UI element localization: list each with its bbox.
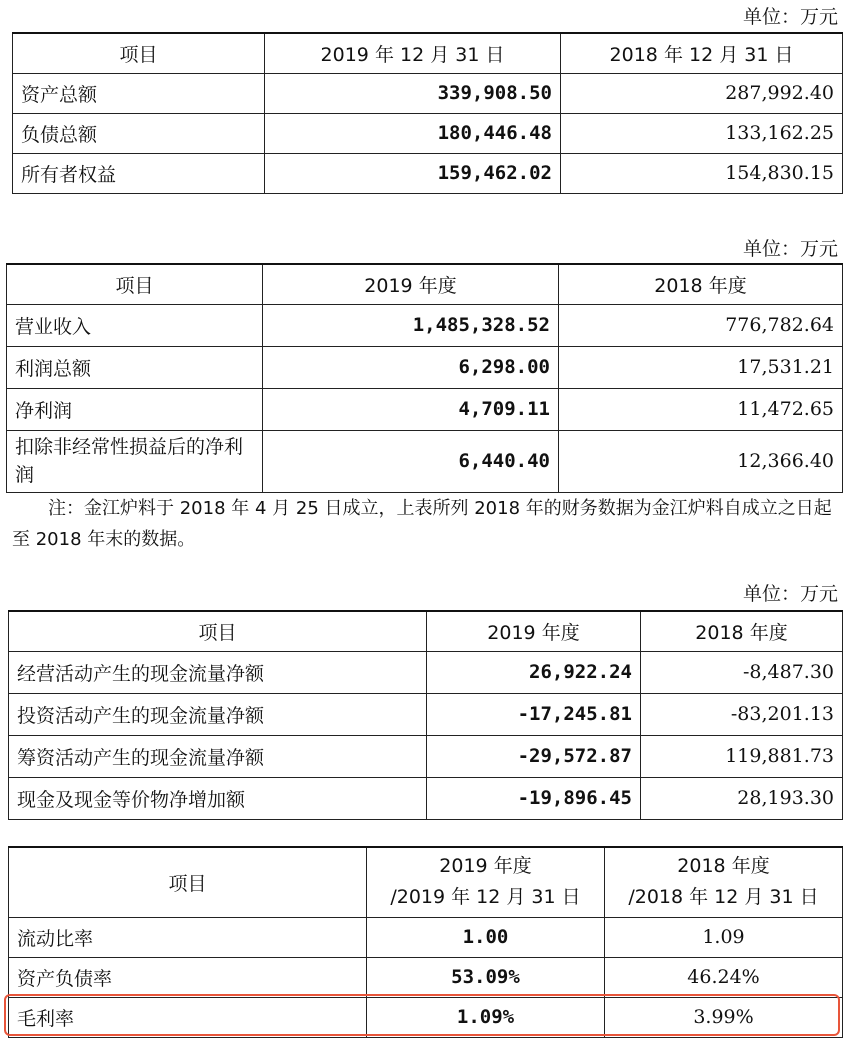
value-2018: 12,366.40 (559, 430, 843, 492)
header-2019: 2019 年 12 月 31 日 (265, 33, 561, 73)
value-2018: 776,782.64 (559, 304, 843, 346)
table-row (9, 693, 843, 735)
value-2019: 4,709.11 (263, 388, 559, 430)
row-label: 扣除非经常性损益后的净利润 (7, 430, 263, 492)
unit-label-2: 单位：万元 (742, 238, 838, 260)
header-item: 项目 (7, 264, 263, 304)
row-label: 经营活动产生的现金流量净额 (9, 651, 427, 693)
row-label: 营业收入 (7, 304, 263, 346)
value-2018: 17,531.21 (559, 346, 843, 388)
unit-label-1: 单位：万元 (742, 6, 838, 28)
header-item: 项目 (13, 33, 265, 73)
value-2019: 339,908.50 (265, 73, 561, 113)
value-2019: 6,298.00 (263, 346, 559, 388)
value-2018: 46.24% (605, 957, 843, 997)
row-label: 利润总额 (7, 346, 263, 388)
table-row (9, 957, 843, 997)
value-2018: 1.09 (605, 917, 843, 957)
row-label: 现金及现金等价物净增加额 (9, 777, 427, 819)
value-2019: -29,572.87 (427, 735, 641, 777)
row-label: 资产负债率 (9, 957, 367, 997)
header-2019: 2019 年度 (427, 611, 641, 651)
row-label: 投资活动产生的现金流量净额 (9, 693, 427, 735)
header-2018-line1: 2018 年度 (677, 855, 770, 878)
income-statement-table (6, 263, 843, 493)
table-row (13, 153, 843, 193)
value-2019: 26,922.24 (427, 651, 641, 693)
row-label: 毛利率 (9, 997, 367, 1037)
table-row (13, 113, 843, 153)
balance-sheet-table (12, 32, 843, 194)
row-label: 净利润 (7, 388, 263, 430)
value-2018: 119,881.73 (641, 735, 843, 777)
value-2019: 1.09% (367, 997, 605, 1037)
header-item: 项目 (9, 611, 427, 651)
value-2019: 180,446.48 (265, 113, 561, 153)
header-2018-line2: /2018 年 12 月 31 日 (628, 886, 819, 909)
table-row (9, 735, 843, 777)
table-row (9, 777, 843, 819)
value-2019: 53.09% (367, 957, 605, 997)
value-2018: 3.99% (605, 997, 843, 1037)
highlight-box (4, 994, 840, 1036)
value-2018: 287,992.40 (561, 73, 843, 113)
header-2019 (367, 847, 605, 917)
value-2018: 133,162.25 (561, 113, 843, 153)
table-header-row (9, 847, 843, 917)
value-2019: 1.00 (367, 917, 605, 957)
row-label: 资产总额 (13, 73, 265, 113)
unit-label-3: 单位：万元 (742, 583, 838, 605)
table-row (7, 388, 843, 430)
value-2019: 159,462.02 (265, 153, 561, 193)
header-2018: 2018 年 12 月 31 日 (561, 33, 843, 73)
value-2019: -17,245.81 (427, 693, 641, 735)
header-2019-line2: /2019 年 12 月 31 日 (390, 886, 581, 909)
table-note: 注：金江炉料于 2018 年 4 月 25 日成立，上表所列 2018 年的财务数据为金江炉料自成立之日起至 2018 年末的数据。 (12, 498, 832, 550)
table-row (9, 651, 843, 693)
header-2018: 2018 年度 (641, 611, 843, 651)
row-label: 负债总额 (13, 113, 265, 153)
value-2018: 154,830.15 (561, 153, 843, 193)
cash-flow-table (8, 610, 843, 820)
table-row (7, 304, 843, 346)
table-header-row (7, 264, 843, 304)
header-2018: 2018 年度 (559, 264, 843, 304)
header-item: 项目 (9, 847, 367, 917)
value-2019: -19,896.45 (427, 777, 641, 819)
row-label: 所有者权益 (13, 153, 265, 193)
table-row (9, 917, 843, 957)
header-2019-line1: 2019 年度 (439, 855, 532, 878)
header-2018 (605, 847, 843, 917)
value-2018: -83,201.13 (641, 693, 843, 735)
header-2019: 2019 年度 (263, 264, 559, 304)
table-header-row (9, 611, 843, 651)
table-row (7, 430, 843, 492)
value-2018: 28,193.30 (641, 777, 843, 819)
value-2018: -8,487.30 (641, 651, 843, 693)
table-row (13, 73, 843, 113)
value-2019: 1,485,328.52 (263, 304, 559, 346)
table-header-row (13, 33, 843, 73)
value-2018: 11,472.65 (559, 388, 843, 430)
table-row (7, 346, 843, 388)
row-label: 筹资活动产生的现金流量净额 (9, 735, 427, 777)
row-label: 流动比率 (9, 917, 367, 957)
value-2019: 6,440.40 (263, 430, 559, 492)
